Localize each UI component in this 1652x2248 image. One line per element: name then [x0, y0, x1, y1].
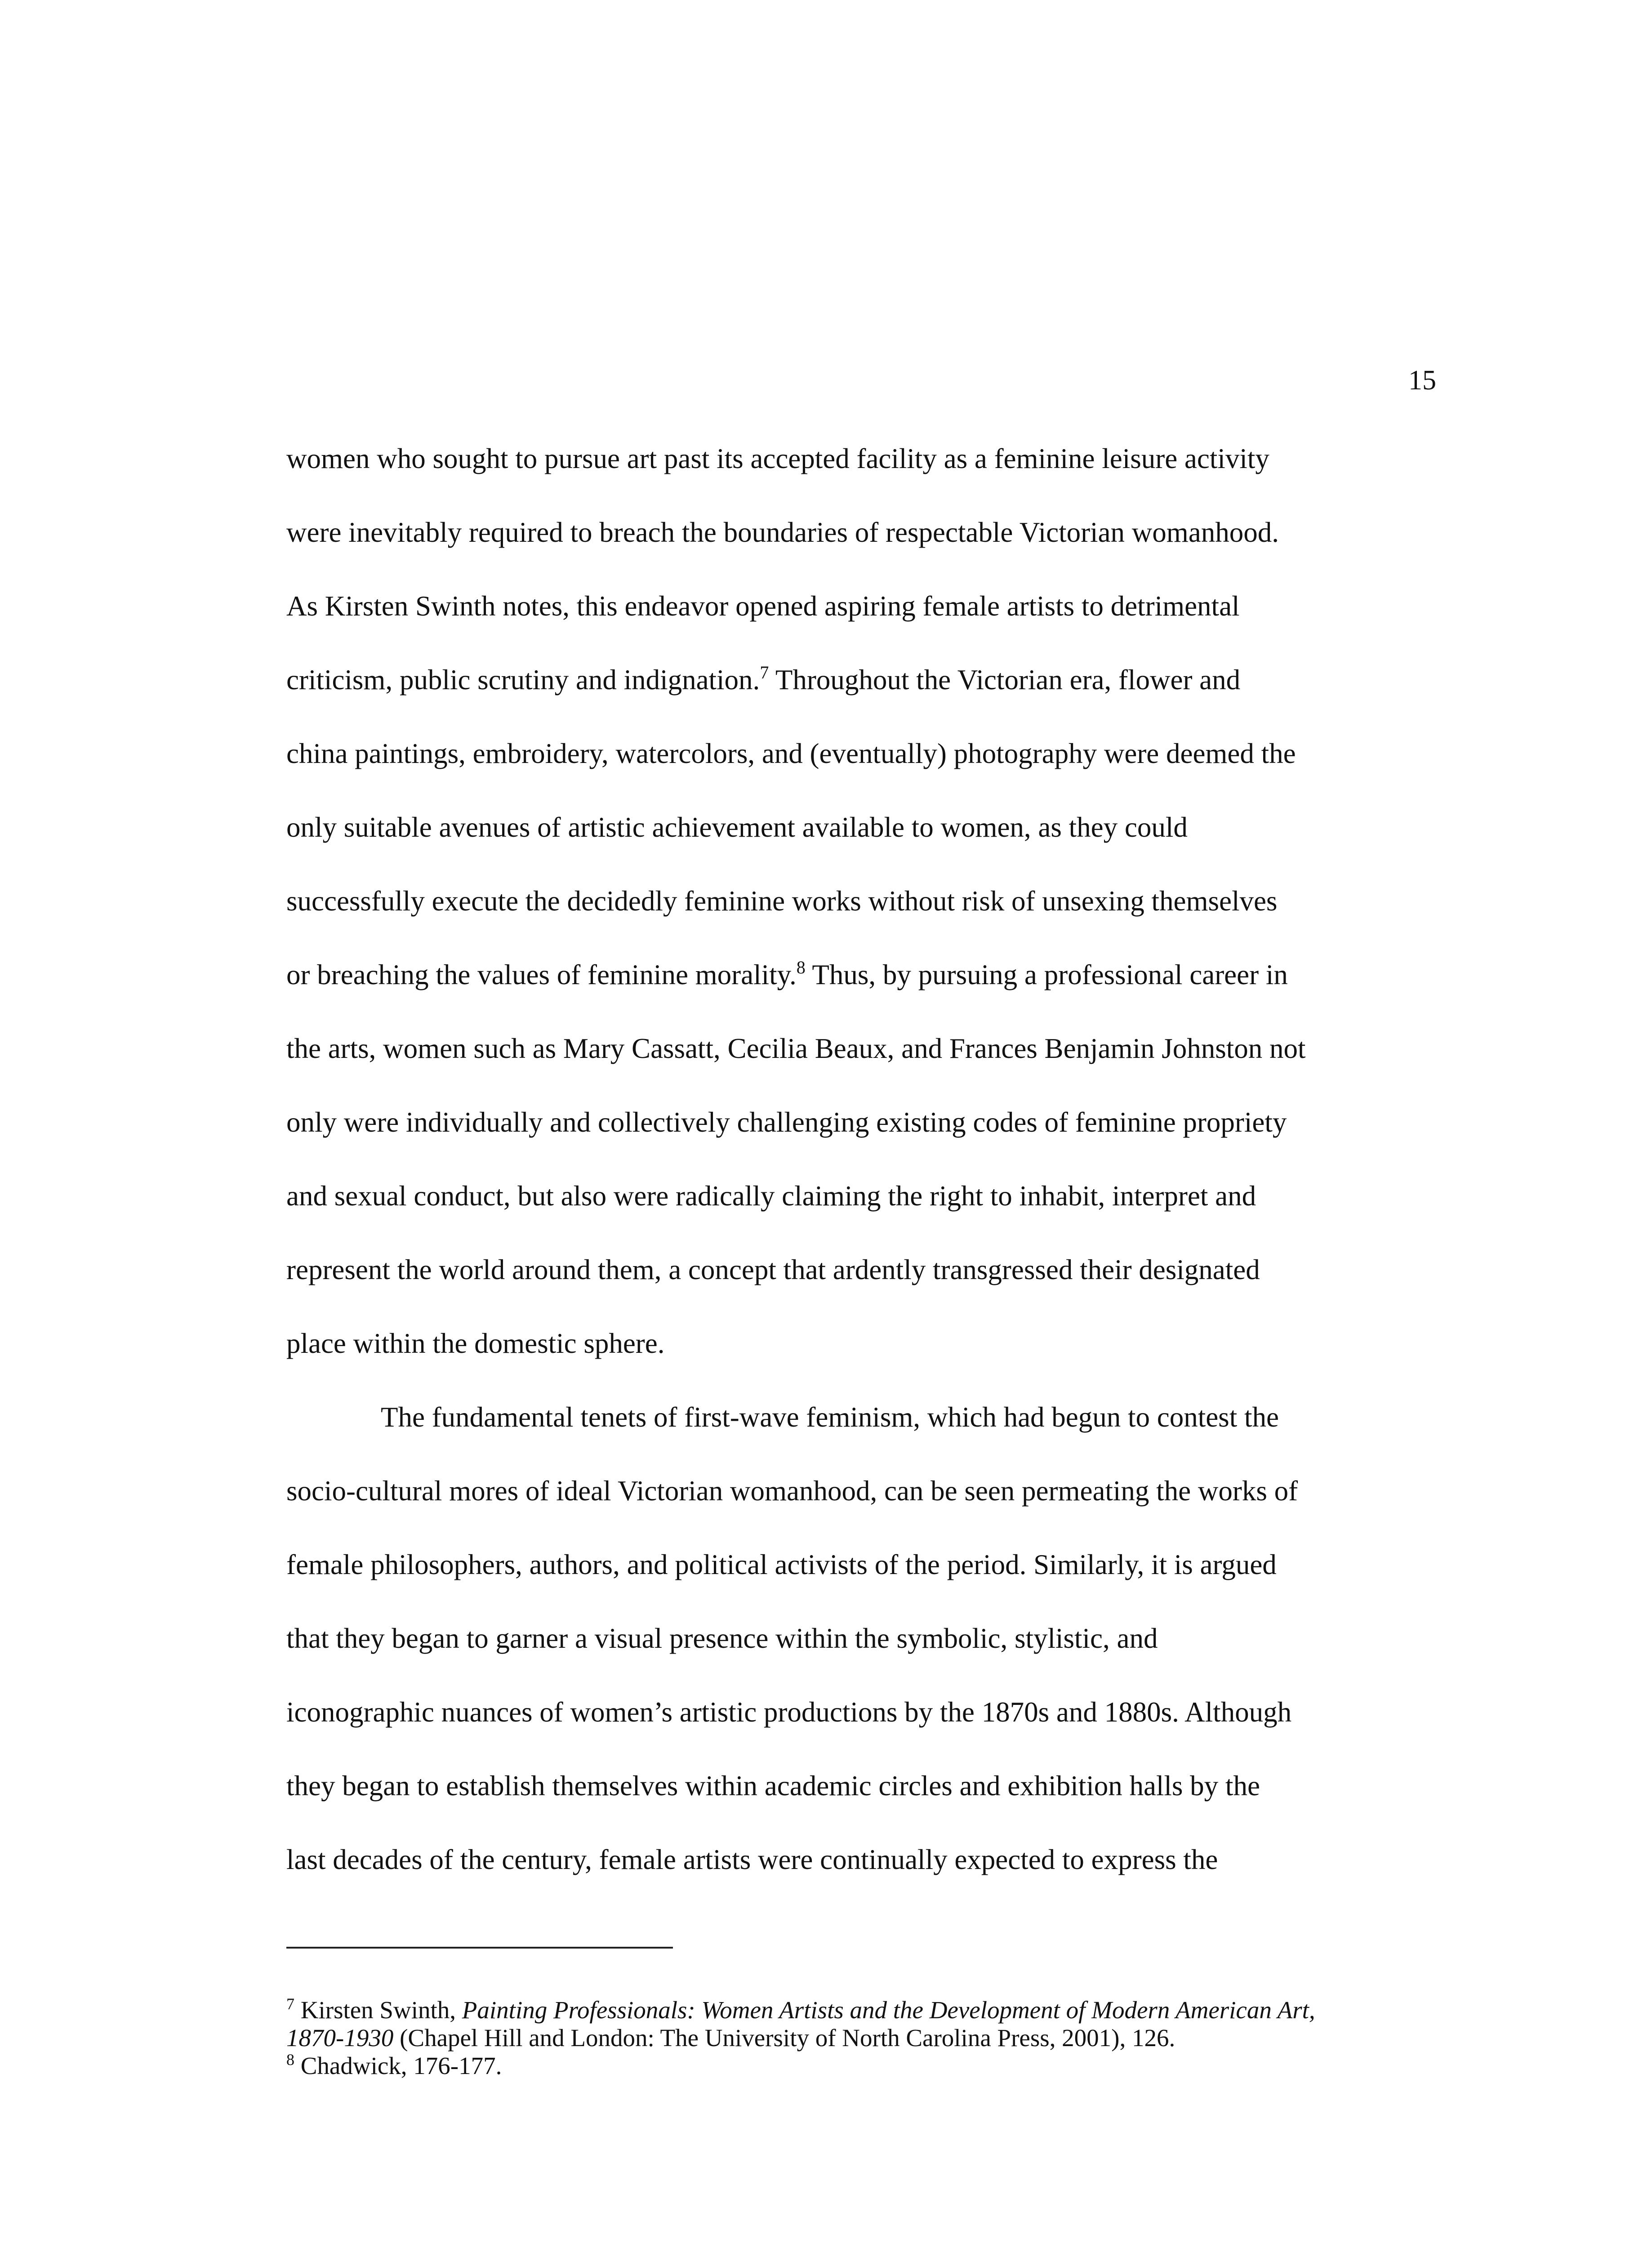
text-line: and sexual conduct, but also were radically claiming the right to inhabit, interpret and — [286, 1180, 1256, 1212]
footnote-7 — [286, 1996, 1437, 2024]
text-line: successfully execute the decidedly feminine works without risk of unsexing themselves — [286, 885, 1278, 917]
footnotes — [286, 1996, 1437, 2080]
text-line: they began to establish themselves within academic circles and exhibition halls by the — [286, 1770, 1260, 1802]
footnote-title-dates: 1870-1930 — [286, 2024, 394, 2052]
text-line: As Kirsten Swinth notes, this endeavor opened aspiring female artists to detrimental — [286, 590, 1240, 622]
footnote-7-continued — [286, 2024, 1437, 2052]
page-number: 15 — [1408, 365, 1436, 396]
text-line: last decades of the century, female artists were continually expected to express the — [286, 1844, 1218, 1875]
footnote-author: Kirsten Swinth, — [294, 1996, 462, 2024]
footnote-8 — [286, 2052, 1437, 2080]
footnote-publication: (Chapel Hill and London: The University of North Carolina Press, 2001), 126. — [393, 2024, 1176, 2052]
text-line: female philosophers, authors, and political activists of the period. Similarly, it is argued — [286, 1549, 1277, 1580]
footnote-ref-8[interactable]: 8 — [796, 957, 806, 977]
text-line-before: or breaching the values of feminine morality. — [286, 959, 797, 990]
text-line — [286, 657, 1437, 731]
text-line-after: Throughout the Victorian era, flower and — [769, 664, 1241, 696]
text-line: were inevitably required to breach the boundaries of respectable Victorian womanhood. — [286, 517, 1279, 548]
footnote-text: Chadwick, 176-177. — [294, 2052, 502, 2079]
footnote-ref-7[interactable]: 7 — [760, 662, 769, 682]
text-line: socio-cultural mores of ideal Victorian womanhood, can be seen permeating the works of — [286, 1475, 1298, 1507]
text-line: represent the world around them, a concept that ardently transgressed their designated — [286, 1254, 1260, 1285]
text-line: only were individually and collectively challenging existing codes of feminine propriety — [286, 1106, 1287, 1138]
text-line: women who sought to pursue art past its accepted facility as a feminine leisure activity — [286, 443, 1269, 474]
text-line: china paintings, embroidery, watercolors, and (eventually) photography were deemed the — [286, 738, 1296, 769]
body-text — [286, 436, 1437, 1911]
text-line: that they began to garner a visual presence within the symbolic, stylistic, and — [286, 1623, 1158, 1654]
text-line-indented: The fundamental tenets of first-wave feminism, which had begun to contest the — [381, 1401, 1279, 1433]
footnote-divider — [286, 1947, 673, 1949]
text-line: iconographic nuances of women’s artistic productions by the 1870s and 1880s. Although — [286, 1696, 1292, 1728]
footnote-marker: 7 — [286, 1995, 294, 2013]
text-line-after: Thus, by pursuing a professional career in — [805, 959, 1288, 990]
text-line: place within the domestic sphere. — [286, 1328, 665, 1359]
text-line-before: criticism, public scrutiny and indignation. — [286, 664, 760, 696]
text-line: only suitable avenues of artistic achievement available to women, as they could — [286, 812, 1188, 843]
footnote-title: Painting Professionals: Women Artists and the Development of Modern American Art, — [462, 1996, 1315, 2024]
text-line — [286, 952, 1437, 1026]
text-line: the arts, women such as Mary Cassatt, Cecilia Beaux, and Frances Benjamin Johnston not — [286, 1033, 1306, 1064]
footnote-marker: 8 — [286, 2051, 294, 2069]
